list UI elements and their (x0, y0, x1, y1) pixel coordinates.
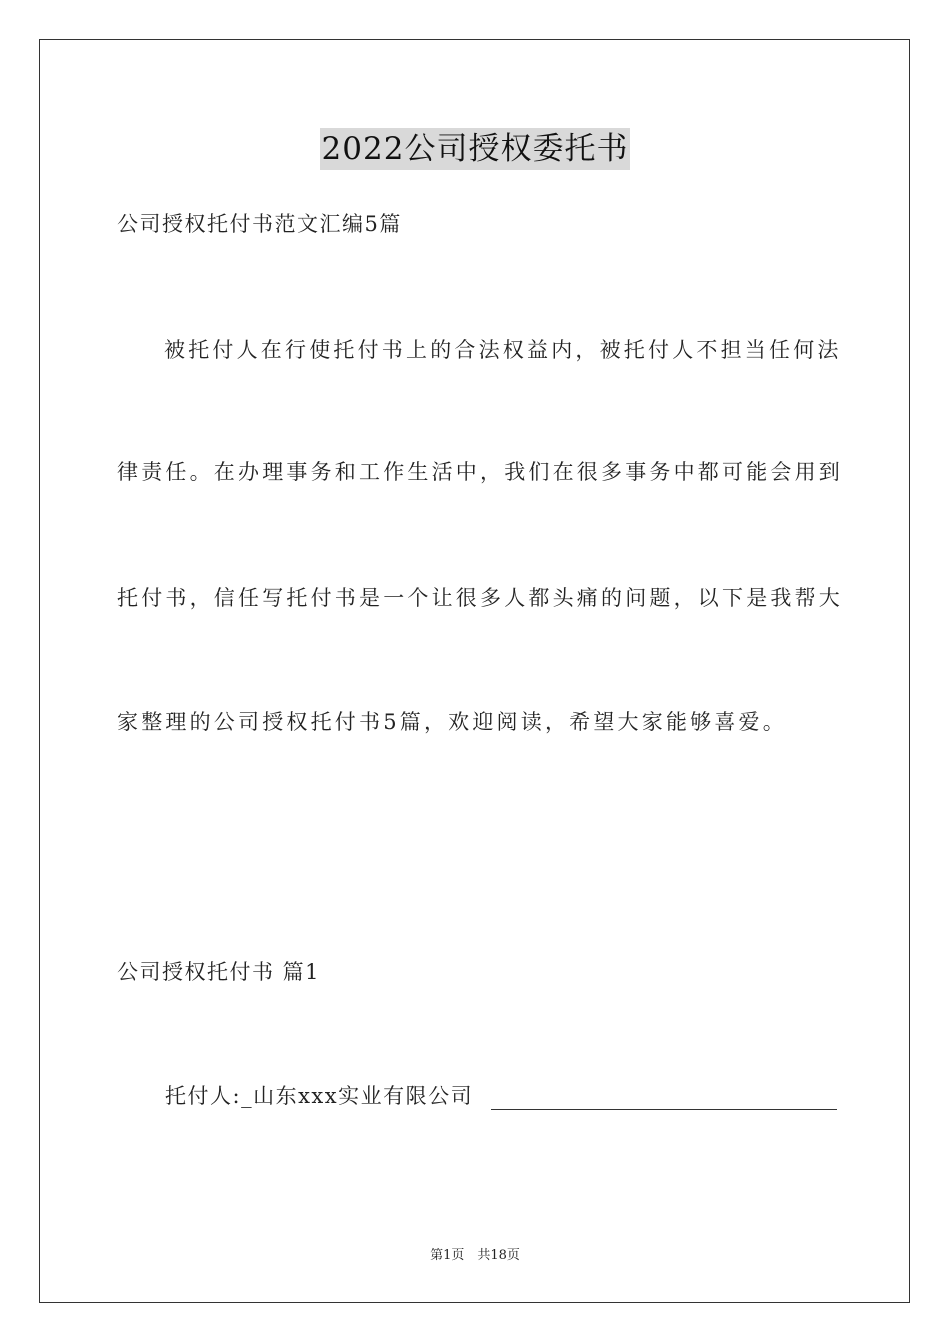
principal-label: 托付人:_山东xxx实业有限公司 (165, 1084, 474, 1108)
page-footer: 第1页 共18页 (430, 1248, 520, 1263)
principal-field (165, 1082, 837, 1110)
section-heading: 公司授权托付书 篇1 (117, 960, 321, 984)
paragraph-line-1: 被托付人在行使托付书上的合法权益内，被托付人不担当任何法 (164, 338, 842, 362)
document-subtitle: 公司授权托付书范文汇编5篇 (117, 212, 402, 236)
fill-in-blank-line (491, 1087, 837, 1110)
paragraph-line-2: 律责任。在办理事务和工作生活中，我们在很多事务中都可能会用到 (117, 460, 843, 484)
paragraph-line-3: 托付书，信任写托付书是一个让很多人都头痛的问题，以下是我帮大 (117, 586, 843, 610)
paragraph-line-4: 家整理的公司授权托付书5篇，欢迎阅读，希望大家能够喜爱。 (117, 710, 787, 734)
document-title: 2022公司授权委托书 (320, 128, 631, 170)
title-wrapper (0, 128, 950, 170)
